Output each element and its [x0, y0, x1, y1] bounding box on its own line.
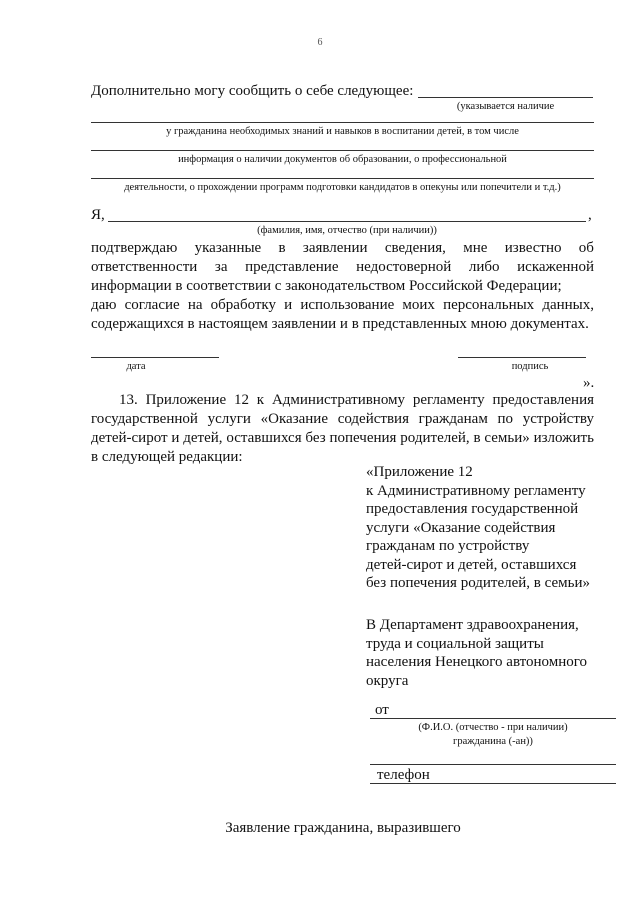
addressee-line: труда и социальной защиты — [366, 635, 544, 652]
fio-hint: (фамилия, имя, отчество (при наличии)) — [257, 225, 437, 236]
consent-line-2: содержащихся в настоящем заявлении и в представленных мною документах. — [91, 316, 589, 332]
addressee-line: округа — [366, 672, 409, 689]
appendix-line: «Приложение 12 — [366, 464, 473, 480]
page-number: 6 — [317, 37, 323, 48]
phone-line — [370, 783, 616, 784]
from-fio-hint-1: (Ф.И.О. (отчество - при наличии) — [418, 722, 568, 733]
appendix-line: детей-сирот и детей, оставшихся — [366, 556, 577, 573]
appendix-line: без попечения родителей, в семьи» — [366, 575, 590, 591]
date-line — [91, 357, 219, 358]
statement-title: Заявление гражданина, выразившего — [225, 820, 461, 836]
item13-line-3: детей-сирот и детей, оставшихся без попечения родителей, в семьи» изложить — [91, 430, 594, 446]
comma: , — [588, 207, 592, 223]
ya-label: Я, — [91, 207, 105, 223]
consent-line-1: даю согласие на обработку и использование моих персональных данных, — [91, 297, 594, 313]
signature-line — [458, 357, 586, 358]
confirmation-line-2: ответственности за представление недостоверной либо искаженной — [91, 259, 594, 275]
confirmation-line-3: информации в соответствии с законодательством Российской Федерации; — [91, 278, 562, 294]
from-label: от — [375, 702, 389, 718]
confirmation-line-1: подтверждаю указанные в заявлении сведения, мне известно об — [91, 240, 594, 256]
fill-line — [418, 97, 593, 98]
addressee-line: населения Ненецкого автономного — [366, 654, 588, 670]
signature-label: подпись — [511, 361, 549, 372]
addressee-line: В Департамент здравоохранения, — [366, 617, 579, 633]
additional-hint-2: у гражданина необходимых знаний и навыков в воспитании детей, в том числе — [166, 126, 519, 137]
item13-line-4: в следующей редакции: — [91, 449, 243, 465]
appendix-header — [366, 463, 590, 593]
addressee-block — [366, 616, 587, 690]
additional-hint-3: информация о наличии документов об образовании, о профессиональной — [178, 154, 507, 165]
appendix-line: услуги «Оказание содействия — [366, 519, 556, 536]
fill-line — [108, 221, 586, 222]
appendix-line: к Административному регламенту — [366, 482, 586, 499]
from-line-2 — [370, 764, 616, 765]
date-label: дата — [126, 361, 146, 372]
phone-label: телефон — [377, 767, 430, 783]
appendix-line: предоставления государственной — [366, 501, 579, 517]
additional-hint-4: деятельности, о прохождении программ подготовки кандидатов в опекуны или попечители и т.д.) — [124, 182, 561, 193]
fill-line — [91, 122, 594, 123]
from-line — [370, 718, 616, 719]
item13-line-2: государственной услуги «Оказание содействия гражданам по устройству — [91, 411, 594, 427]
fill-line — [91, 150, 594, 151]
additional-info-intro: Дополнительно могу сообщить о себе следующее: — [91, 83, 414, 99]
closing-quote: ». — [583, 375, 595, 391]
from-fio-hint-2: гражданина (-ан)) — [453, 736, 533, 747]
item13-line-1: 13. Приложение 12 к Административному регламенту предоставления — [119, 392, 594, 408]
appendix-line: гражданам по устройству — [366, 538, 530, 554]
fill-line — [91, 178, 594, 179]
additional-hint-1: (указывается наличие — [456, 101, 555, 112]
